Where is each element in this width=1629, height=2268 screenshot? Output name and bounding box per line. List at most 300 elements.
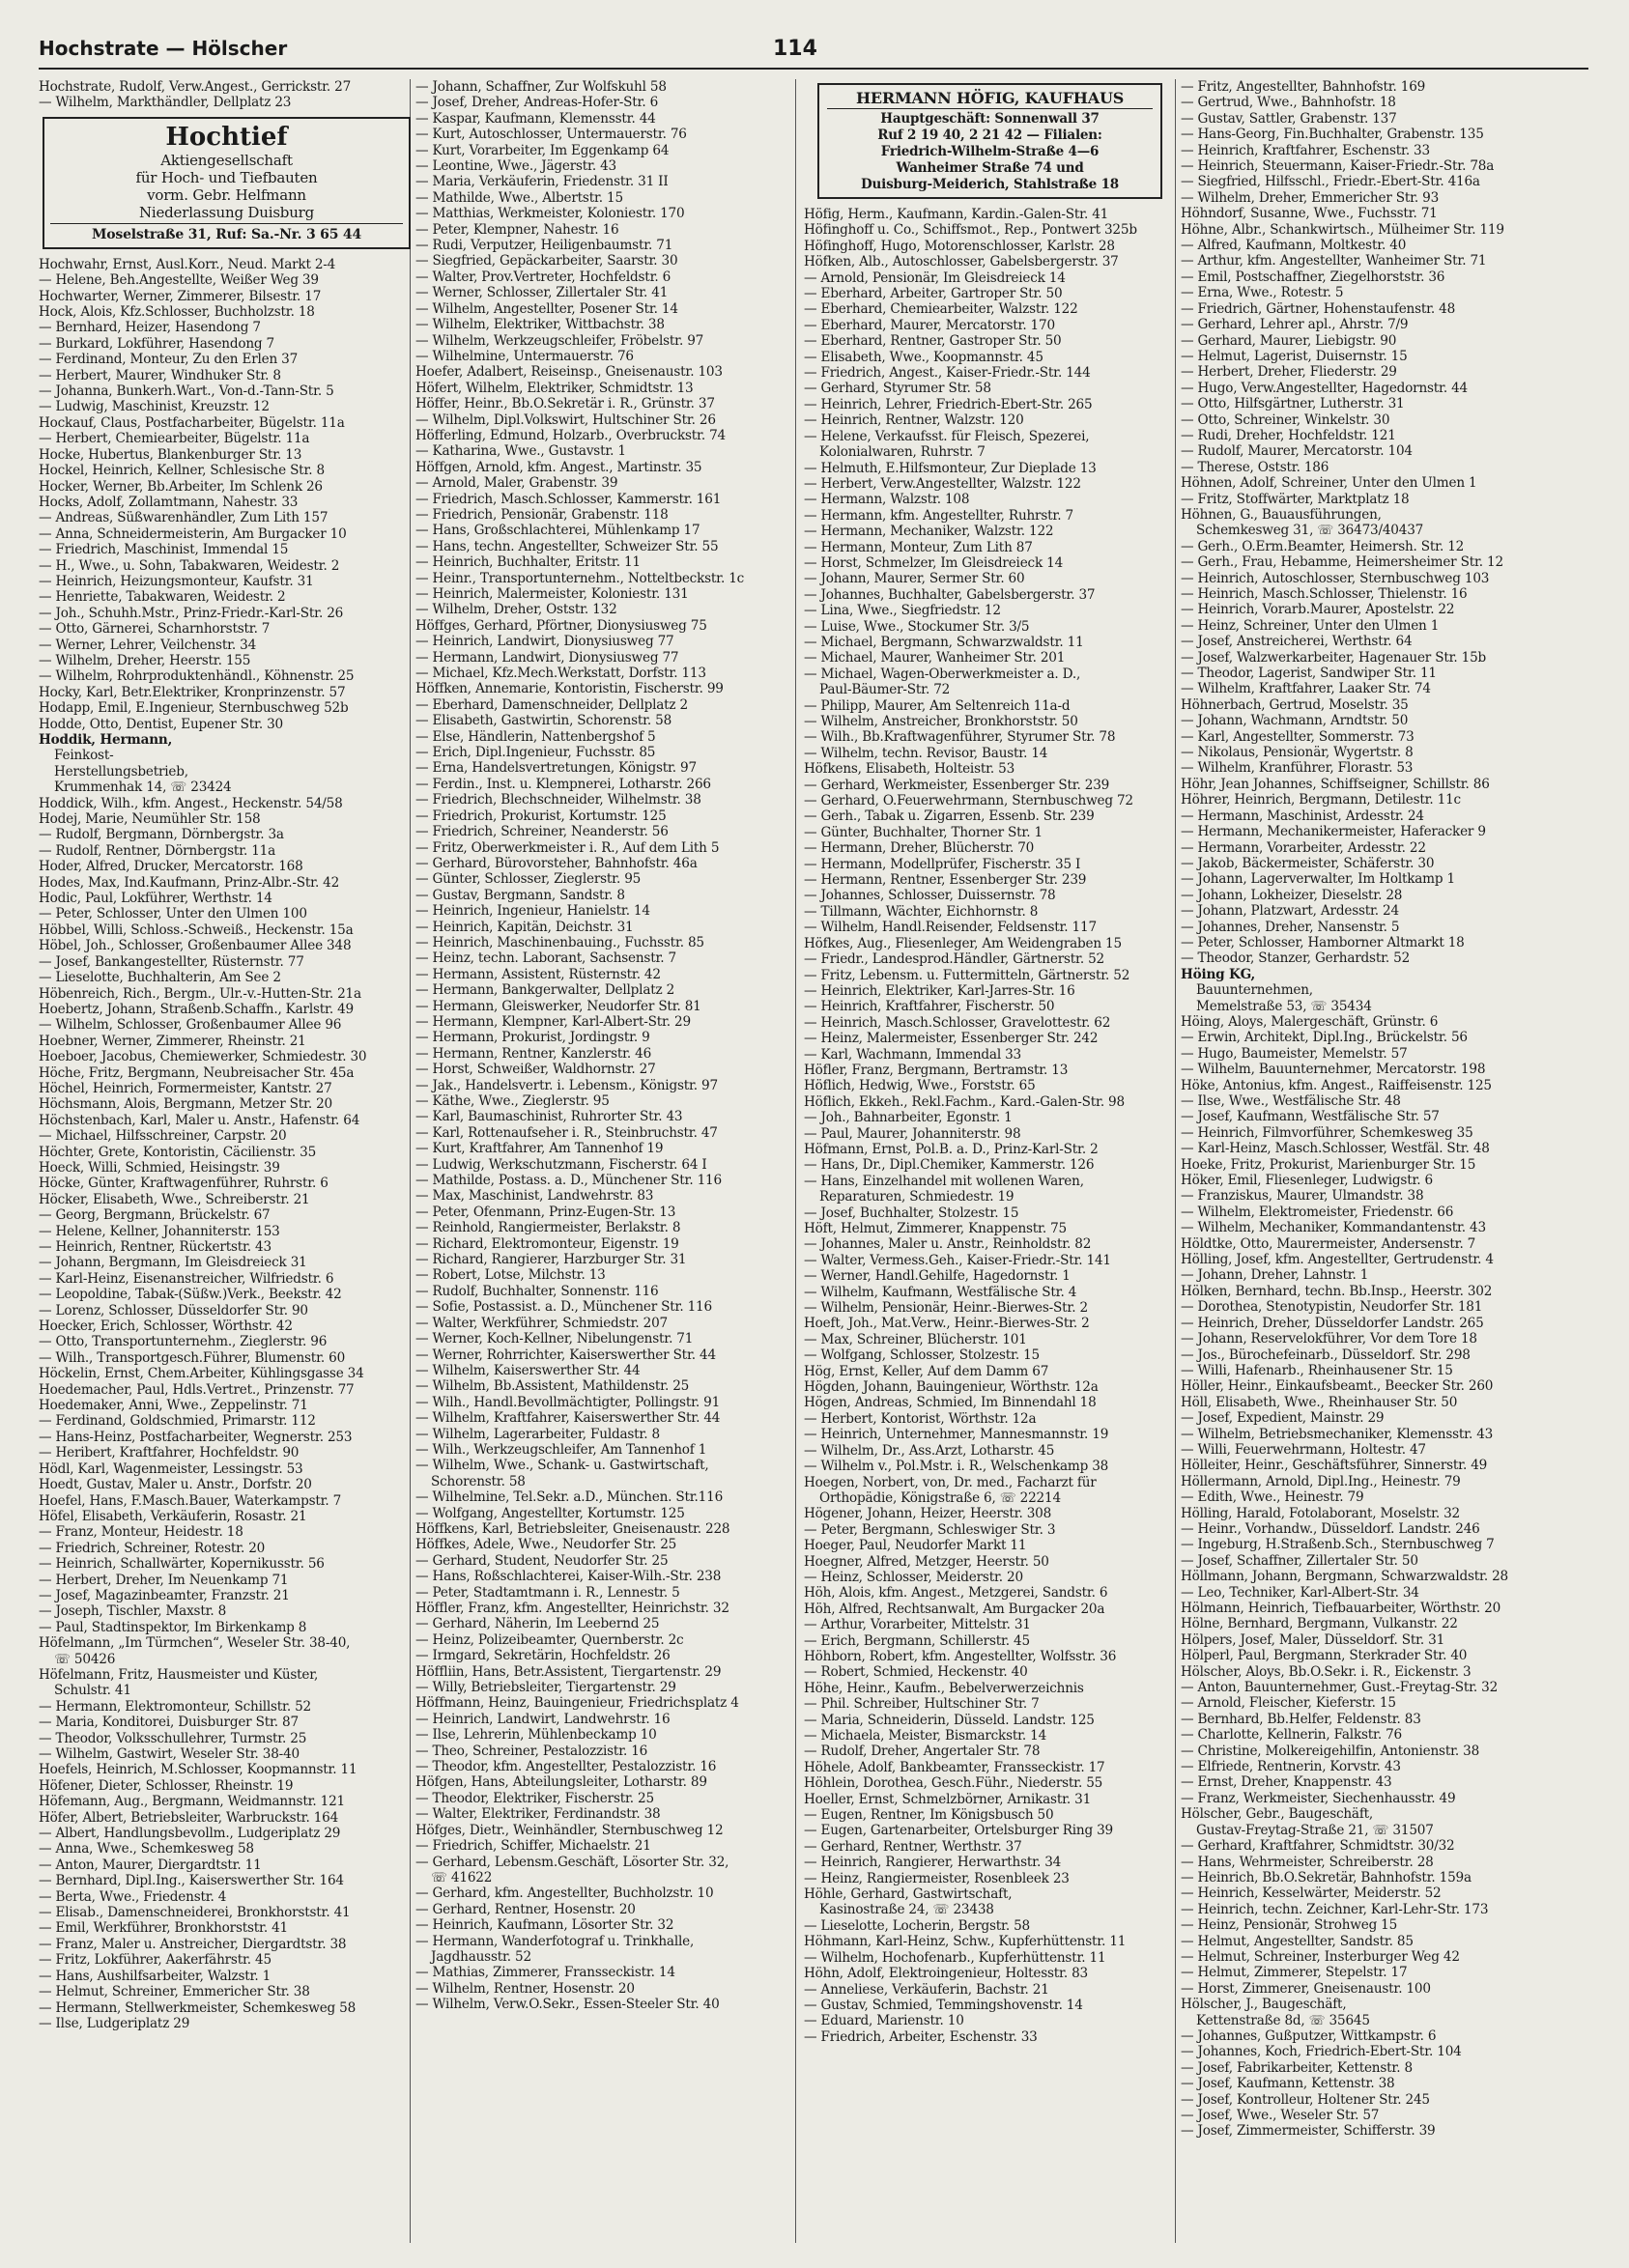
directory-entry: — Fritz, Oberwerkmeister i. R., Auf dem Lith 5: [415, 839, 720, 856]
directory-entry: — Werner, Handl.Gehilfe, Hagedornstr. 1: [804, 1268, 1071, 1285]
directory-entry: — Mathias, Zimmerer, Fransseckistr. 14: [415, 1965, 675, 1981]
directory-entry: — Else, Händlerin, Nattenbergshof 5: [415, 728, 656, 745]
directory-entry: — Ilse, Lehrerin, Mühlenbeckamp 10: [415, 1727, 657, 1744]
directory-entry: — Andreas, Süßwarenhändler, Zum Lith 157: [39, 510, 329, 526]
entry-list: [415, 79, 787, 2013]
directory-entry: — Hans, Einzelhandel mit wollenen Waren,: [804, 1173, 1084, 1189]
directory-entry: — Wilhelm, Dreher, Emmericher Str. 93: [1181, 189, 1440, 206]
directory-entry: — Wilh., Bb.Kraftwagenführer, Styrumer Str. 78: [804, 729, 1116, 746]
directory-entry: — Gerhard, Styrumer Str. 58: [804, 381, 991, 397]
directory-entry: — Tillmann, Wächter, Eichhornstr. 8: [804, 903, 1039, 920]
directory-entry: — Arnold, Maler, Grabenstr. 39: [415, 475, 618, 492]
directory-entry: Höchstenbach, Karl, Maler u. Anstr., Hafenstr. 64: [39, 1112, 360, 1128]
directory-entry: — Wilhelm, Anstreicher, Bronkhorststr. 50: [804, 714, 1078, 729]
directory-entry: — Heinrich, Kraftfahrer, Eschenstr. 33: [1181, 142, 1430, 158]
directory-entry: — Hermann, Mechaniker, Walzstr. 122: [804, 524, 1054, 540]
directory-entry: Kettenstraße 8d, ☏ 35645: [1196, 2012, 1370, 2028]
directory-entry: Höfelmann, Fritz, Hausmeister und Küster,: [39, 1666, 319, 1683]
directory-entry: — Friedrich, Masch.Schlosser, Kammerstr. 161: [415, 491, 722, 507]
directory-entry: — Ferdin., Inst. u. Klempnerei, Lotharstr. 266: [415, 776, 711, 792]
directory-entry: Höhlein, Dorothea, Gesch.Führ., Niederstr. 55: [804, 1775, 1103, 1792]
directory-entry: — Fritz, Lebensm. u. Futtermitteln, Gärtnerstr. 52: [804, 967, 1130, 983]
directory-entry: Höhnen, G., Bauausführungen,: [1181, 506, 1382, 523]
directory-entry: — Hans-Georg, Fin.Buchhalter, Grabenstr. 135: [1181, 127, 1484, 143]
directory-entry: Kasinostraße 24, ☏ 23438: [819, 1902, 994, 1918]
directory-entry: — Johann, Maurer, Sermer Str. 60: [804, 571, 1025, 587]
directory-entry: — Kurt, Vorarbeiter, Im Eggenkamp 64: [415, 142, 670, 158]
directory-entry: — Otto, Transportunternehm., Zieglerstr. 96: [39, 1334, 328, 1350]
directory-entry: Hoefels, Heinrich, M.Schlosser, Koopmannstr. 11: [39, 1762, 357, 1778]
directory-entry: — Willi, Hafenarb., Rheinhausener Str. 15: [1181, 1362, 1453, 1378]
directory-entry: — Gerhard, Werkmeister, Essenberger Str. 239: [804, 777, 1110, 793]
directory-entry: — Heinrich, Maschinenbauing., Fuchsstr. 85: [415, 934, 704, 950]
directory-entry: — Wilhelm, Elektromeister, Friedenstr. 66: [1181, 1204, 1454, 1220]
directory-entry: — Elisabeth, Gastwirtin, Schorenstr. 58: [415, 713, 672, 729]
directory-entry: — Karl-Heinz, Masch.Schlosser, Westfäl. Str. 48: [1181, 1141, 1490, 1157]
directory-entry: — Wilhelm, Verw.O.Sekr., Essen-Steeler Str. 40: [415, 1997, 720, 2013]
directory-entry: — Otto, Hilfsgärtner, Lutherstr. 31: [1181, 396, 1405, 412]
directory-entry: Höldtke, Otto, Maurermeister, Andersenstr. 7: [1181, 1235, 1476, 1252]
ad-company-name: Hochtief: [165, 122, 288, 152]
directory-entry: — Walter, Werkführer, Schmiedstr. 207: [415, 1315, 668, 1331]
directory-entry: — Hermann, Gleiswerker, Neudorfer Str. 81: [415, 998, 701, 1014]
directory-entry: Orthopädie, Königstraße 6, ☏ 22214: [819, 1489, 1061, 1506]
directory-entry: — Wilhelmine, Tel.Sekr. a.D., München. Str.116: [415, 1489, 724, 1506]
directory-entry: — Günter, Schlosser, Zieglerstr. 95: [415, 871, 642, 888]
directory-entry: — Elfriede, Rentnerin, Korvstr. 43: [1181, 1759, 1401, 1775]
directory-entry: — Helmut, Angestellter, Sandstr. 85: [1181, 1933, 1414, 1949]
directory-entry: Höfken, Alb., Autoschlosser, Gabelsbergerstr. 37: [804, 254, 1119, 270]
directory-entry: — Wilh., Handl.Bevollmächtigter, Pollingstr. 91: [415, 1394, 721, 1410]
directory-entry: — Anna, Schneidermeisterin, Am Burgacker 10: [39, 525, 347, 542]
directory-entry: Hockauf, Claus, Postfacharbeiter, Bügelstr. 11a: [39, 414, 345, 431]
directory-entry: — Eduard, Marienstr. 10: [804, 2013, 964, 2029]
directory-entry: — Ingeburg, H.Straßenb.Sch., Sternbuschweg 7: [1181, 1537, 1495, 1553]
directory-entry: — Hermann, Elektromonteur, Schillstr. 52: [39, 1698, 312, 1715]
directory-entry: — Wolfgang, Schlosser, Stolzestr. 15: [804, 1347, 1040, 1364]
directory-entry: — Josef, Kontrolleur, Holtener Str. 245: [1181, 2091, 1430, 2108]
directory-entry: Hodapp, Emil, E.Ingenieur, Sternbuschweg 52b: [39, 700, 349, 717]
directory-entry: Krummenhak 14, ☏ 23424: [54, 780, 232, 796]
directory-entry: — Heinrich, Kraftfahrer, Fischerstr. 50: [804, 999, 1055, 1015]
directory-entry: — Josef, Kaufmann, Westfälische Str. 57: [1181, 1109, 1440, 1125]
directory-entry: — Peter, Bergmann, Schleswiger Str. 3: [804, 1521, 1056, 1538]
directory-entry: — Friedr., Landesprod.Händler, Gärtnerstr. 52: [804, 951, 1104, 968]
directory-entry: — Joseph, Tischler, Maxstr. 8: [39, 1603, 227, 1620]
directory-entry: — Heinz, Rangiermeister, Rosenbleek 23: [804, 1870, 1070, 1886]
directory-entry: Reparaturen, Schmiedestr. 19: [819, 1189, 1015, 1205]
directory-entry: Höfert, Wilhelm, Elektriker, Schmidtstr. 13: [415, 380, 694, 396]
directory-entry: — Friedrich, Angest., Kaiser-Friedr.-Str. 144: [804, 365, 1091, 382]
directory-entry: — Philipp, Maurer, Am Seltenreich 11a-d: [804, 697, 1071, 714]
directory-entry: — Friedrich, Schreiner, Rotestr. 20: [39, 1540, 266, 1556]
directory-entry: — Gerhard, Kraftfahrer, Schmidtstr. 30/32: [1181, 1838, 1455, 1855]
directory-entry: — Johanna, Bunkerh.Wart., Von-d.-Tann-Str. 5: [39, 383, 334, 400]
directory-entry: — Josef, Walzwerkarbeiter, Hagenauer Str. 15b: [1181, 649, 1487, 666]
directory-entry: Höker, Emil, Fliesenleger, Ludwigstr. 6: [1181, 1173, 1433, 1189]
directory-entry: — Karl, Angestellter, Sommerstr. 73: [1181, 728, 1415, 745]
directory-entry: — Friedrich, Prokurist, Kortumstr. 125: [415, 808, 667, 824]
directory-entry: — Elisabeth, Wwe., Koopmannstr. 45: [804, 349, 1043, 365]
directory-entry: — Franziskus, Maurer, Ulmandstr. 38: [1181, 1188, 1424, 1205]
directory-entry: Kolonialwaren, Ruhrstr. 7: [819, 444, 986, 461]
directory-entry: — Wilh., Transportgesch.Führer, Blumenstr. 60: [39, 1349, 346, 1366]
directory-entry: — Reinhold, Rangiermeister, Berlakstr. 8: [415, 1220, 681, 1236]
directory-entry: — Henriette, Tabakwaren, Weidestr. 2: [39, 589, 286, 606]
directory-entry: — Hermann, Mechanikermeister, Haferacker 9: [1181, 824, 1486, 840]
directory-entry: — Maria, Konditorei, Duisburger Str. 87: [39, 1715, 299, 1731]
directory-entry: Hoeke, Fritz, Prokurist, Marienburger Str. 15: [1181, 1156, 1476, 1173]
directory-entry: Högen, Andreas, Schmied, Im Binnendahl 18: [804, 1395, 1097, 1411]
directory-entry: — Wilhelm, Rentner, Hosenstr. 20: [415, 1980, 635, 1997]
directory-entry: Hoder, Alfred, Drucker, Mercatorstr. 168: [39, 859, 303, 875]
directory-entry: — Heinrich, Bb.O.Sekretär, Bahnhofstr. 159a: [1181, 1869, 1472, 1885]
directory-entry: — Hermann, Walzstr. 108: [804, 492, 970, 508]
directory-entry: Hölpers, Josef, Maler, Düsseldorf. Str. 31: [1181, 1631, 1445, 1648]
directory-entry: — Gerhard, O.Feuerwehrmann, Sternbuschweg 72: [804, 793, 1133, 809]
directory-entry: — Katharina, Wwe., Gustavstr. 1: [415, 443, 626, 460]
entry-list: [804, 207, 1176, 2045]
directory-entry: Höll, Elisabeth, Wwe., Rheinhauser Str. 50: [1181, 1394, 1458, 1410]
directory-entry: — Hermann, Assistent, Rüsternstr. 42: [415, 966, 661, 982]
directory-entry: Hölmann, Heinrich, Tiefbauarbeiter, Wörthstr. 20: [1181, 1601, 1501, 1616]
directory-entry: Höffer, Heinr., Bb.O.Sekretär i. R., Grünstr. 37: [415, 396, 715, 412]
column-4: [1181, 79, 1553, 2243]
directory-entry: — Herbert, Verw.Angestellter, Walzstr. 122: [804, 475, 1081, 492]
directory-entry: Hoeboer, Jacobus, Chemiewerker, Schmiedestr. 30: [39, 1049, 367, 1065]
directory-entry: — Wilhelmine, Untermauerstr. 76: [415, 348, 634, 364]
directory-entry: — Heinrich, Kaufmann, Lösorter Str. 32: [415, 1917, 674, 1934]
directory-entry: — Werner, Schlosser, Zillertaler Str. 41: [415, 285, 669, 301]
directory-entry: Schulstr. 41: [54, 1683, 131, 1699]
directory-entry: — Paul, Stadtinspektor, Im Birkenkamp 8: [39, 1619, 307, 1635]
directory-entry: — Eberhard, Maurer, Mercatorstr. 170: [804, 317, 1055, 333]
directory-entry: Höller, Heinr., Einkaufsbeamt., Beecker Str. 260: [1181, 1378, 1494, 1395]
directory-entry: — Friedrich, Maschinist, Immendal 15: [39, 542, 289, 558]
directory-entry: — Wilhelm, Markthändler, Dellplatz 23: [39, 95, 292, 111]
directory-entry: Höfkes, Aug., Fliesenleger, Am Weidengraben 15: [804, 935, 1122, 951]
directory-entry: Hoebner, Werner, Zimmerer, Rheinstr. 21: [39, 1033, 306, 1049]
directory-entry: — Fritz, Angestellter, Bahnhofstr. 169: [1181, 79, 1426, 95]
directory-entry: — Herbert, Kontorist, Wörthstr. 12a: [804, 1410, 1037, 1427]
directory-entry: — Jak., Handelsvertr. i. Lebensm., Königstr. 97: [415, 1077, 718, 1093]
directory-entry: Hoefer, Adalbert, Reiseinsp., Gneisenaustr. 103: [415, 364, 723, 381]
directory-entry: — Kaspar, Kaufmann, Klemensstr. 44: [415, 110, 656, 127]
directory-entry: — Ludwig, Maschinist, Kreuzstr. 12: [39, 399, 270, 415]
directory-entry: — Heinrich, Rentner, Rückertstr. 43: [39, 1239, 272, 1255]
directory-entry: — Wilhelm, Lagerarbeiter, Fuldastr. 8: [415, 1426, 660, 1442]
directory-entry: — Ernst, Dreher, Knappenstr. 43: [1181, 1774, 1392, 1791]
directory-entry: — Bernhard, Bb.Helfer, Feldenstr. 83: [1181, 1711, 1421, 1727]
directory-entry: — Helmuth, E.Hilfsmonteur, Zur Dieplade 13: [804, 460, 1097, 476]
directory-entry: — Jakob, Bäckermeister, Schäferstr. 30: [1181, 855, 1435, 871]
directory-entry: — Emil, Postschaffner, Ziegelhorststr. 36: [1181, 269, 1445, 285]
directory-entry: Hochstrate, Rudolf, Verw.Angest., Gerrickstr. 27: [39, 79, 352, 95]
directory-entry: — Albert, Handlungsbevollm., Ludgeriplatz 29: [39, 1826, 341, 1842]
directory-entry: — Heinrich, Buchhalter, Eritstr. 11: [415, 554, 641, 571]
directory-entry: Hög, Ernst, Keller, Auf dem Damm 67: [804, 1363, 1049, 1379]
directory-entry: — Peter, Schlosser, Hamborner Altmarkt 18: [1181, 934, 1465, 950]
directory-entry: — Heinrich, Vorarb.Maurer, Apostelstr. 22: [1181, 602, 1455, 618]
directory-entry: Höhmann, Karl-Heinz, Schw., Kupferhüttenstr. 11: [804, 1934, 1127, 1950]
directory-entry: Hoeft, Joh., Mat.Verw., Heinr.-Bierwes-Str. 2: [804, 1316, 1090, 1332]
directory-entry: Höffges, Gerhard, Pförtner, Dionysiusweg 75: [415, 617, 707, 634]
directory-entry: Höbbel, Willi, Schloss.-Schweiß., Heckenstr. 15a: [39, 921, 354, 938]
directory-entry: — Heinrich, Schallwärter, Kopernikusstr. 56: [39, 1556, 325, 1573]
directory-entry: Höhn, Adolf, Elektroingenieur, Holtesstr. 83: [804, 1966, 1088, 1982]
directory-entry: Höhndorf, Susanne, Wwe., Fuchsstr. 71: [1181, 206, 1438, 222]
directory-entry: Höffmann, Heinz, Bauingenieur, Friedrichsplatz 4: [415, 1695, 739, 1712]
directory-entry: Höcke, Günter, Kraftwagenführer, Ruhrstr. 6: [39, 1176, 329, 1192]
directory-entry: — Arnold, Fleischer, Kieferstr. 15: [1181, 1695, 1396, 1712]
directory-entry: — Wilhelm v., Pol.Mstr. i. R., Welschenkamp 38: [804, 1459, 1109, 1475]
directory-entry: — Leopoldine, Tabak-(Süßw.)Verk., Beekstr. 42: [39, 1287, 342, 1303]
directory-entry: Hoeck, Willi, Schmied, Heisingstr. 39: [39, 1159, 280, 1176]
directory-entry: — Heinz, Schlosser, Meiderstr. 20: [804, 1569, 1023, 1585]
directory-entry: Höffliin, Hans, Betr.Assistent, Tiergartenstr. 29: [415, 1663, 722, 1680]
directory-entry: — Heinz, Schreiner, Unter den Ulmen 1: [1181, 617, 1440, 634]
directory-entry: Hoeger, Paul, Neudorfer Markt 11: [804, 1538, 1027, 1554]
column-divider: [795, 79, 796, 2243]
directory-entry: — Hermann, Bankgerwalter, Dellplatz 2: [415, 982, 675, 999]
directory-entry: — Josef, Buchhalter, Stolzestr. 15: [804, 1205, 1019, 1221]
directory-entry: — Wilhelm, Bauunternehmer, Mercatorstr. 198: [1181, 1062, 1486, 1078]
directory-entry: — Michael, Kfz.Mech.Werkstatt, Dorfstr. 113: [415, 666, 706, 682]
directory-entry: — Wilhelm, Gastwirt, Weseler Str. 38-40: [39, 1746, 300, 1762]
directory-entry: Höche, Fritz, Bergmann, Neubreisacher Str. 45a: [39, 1064, 355, 1081]
directory-entry: Hoegen, Norbert, von, Dr. med., Facharzt für: [804, 1474, 1097, 1490]
directory-entry: — Heinrich, Ingenieur, Hanielstr. 14: [415, 903, 650, 920]
ad-line: Wanheimer Straße 74 und: [896, 160, 1084, 176]
directory-entry: — Johann, Wachmann, Arndtstr. 50: [1181, 713, 1409, 729]
ad-line: Friedrich-Wilhelm-Straße 4—6: [880, 144, 1100, 159]
directory-entry: — Gerhard, Näherin, Im Leebernd 25: [415, 1616, 660, 1632]
directory-entry: — Herbert, Maurer, Windhuker Str. 8: [39, 367, 281, 383]
directory-entry: — Theodor, Volksschullehrer, Turmstr. 25: [39, 1730, 307, 1746]
directory-entry: — Wilhelm, Schlosser, Großenbaumer Allee 96: [39, 1017, 342, 1034]
directory-entry: Jagdhausstr. 52: [431, 1948, 531, 1965]
entry-list: [39, 257, 411, 732]
directory-entry: — Michael, Maurer, Wanheimer Str. 201: [804, 650, 1066, 666]
directory-entry: — Ferdinand, Goldschmied, Primarstr. 112: [39, 1413, 316, 1430]
ad-line: Duisburg-Meiderich, Stahlstraße 18: [861, 177, 1119, 192]
directory-entry: — Wilhelm, Dreher, Oststr. 132: [415, 602, 617, 618]
directory-entry: — Berta, Wwe., Friedenstr. 4: [39, 1888, 227, 1905]
directory-entry: Höfelmann, „Im Türmchen“, Weseler Str. 38-40,: [39, 1635, 351, 1652]
directory-entry: — Peter, Ofenmann, Prinz-Eugen-Str. 13: [415, 1204, 676, 1220]
directory-entry: — Rudolf, Buchhalter, Sonnenstr. 116: [415, 1283, 659, 1299]
directory-entry: — Karl, Rottenaufseher i. R., Steinbruchstr. 47: [415, 1124, 718, 1141]
directory-entry: — Lieselotte, Locherin, Bergstr. 58: [804, 1917, 1030, 1934]
directory-entry: Höh, Alois, kfm. Angest., Metzgerei, Sandstr. 6: [804, 1585, 1108, 1602]
directory-entry: — Hermann, Modellprüfer, Fischerstr. 35 I: [804, 856, 1081, 872]
directory-entry: — Edith, Wwe., Heinestr. 79: [1181, 1489, 1364, 1506]
directory-entry: Högener, Johann, Heizer, Heerstr. 308: [804, 1506, 1052, 1522]
directory-entry: Memelstraße 53, ☏ 35434: [1196, 998, 1372, 1014]
directory-entry: Höhle, Gerhard, Gastwirtschaft,: [804, 1886, 1013, 1903]
directory-entry: — Heinz, techn. Laborant, Sachsenstr. 7: [415, 950, 676, 967]
directory-entry: — Theo, Schreiner, Pestalozzistr. 16: [415, 1743, 648, 1759]
directory-entry: Hölleiter, Heinr., Geschäftsführer, Sinnerstr. 49: [1181, 1458, 1488, 1474]
directory-entry: Hoeller, Ernst, Schmelzbörner, Arnikastr. 31: [804, 1791, 1092, 1807]
directory-entry: — Emil, Werkführer, Bronkhorststr. 41: [39, 1920, 288, 1937]
directory-entry: — Hermann, Dreher, Blücherstr. 70: [804, 840, 1035, 857]
directory-entry: Hölling, Josef, kfm. Angestellter, Gertrudenstr. 4: [1181, 1252, 1494, 1268]
directory-entry: — Horst, Schmelzer, Im Gleisdreieck 14: [804, 554, 1064, 571]
directory-entry: Höffkens, Karl, Betriebsleiter, Gneisenaustr. 228: [415, 1520, 730, 1537]
directory-entry: — Wilhelm, Angestellter, Posener Str. 14: [415, 300, 678, 317]
directory-entry: — Wilhelm, Handl.Reisender, Feldsenstr. 117: [804, 920, 1097, 936]
directory-entry: — Gerhard, Lebensm.Geschäft, Lösorter Str. 32,: [415, 1854, 729, 1870]
directory-entry: — Josef, Dreher, Andreas-Hofer-Str. 6: [415, 95, 659, 111]
directory-entry: — Josef, Wwe., Weseler Str. 57: [1181, 2108, 1380, 2123]
directory-entry: Höfener, Dieter, Schlosser, Rheinstr. 19: [39, 1777, 294, 1794]
directory-entry: — Hans-Heinz, Postfacharbeiter, Wegnerstr. 253: [39, 1429, 353, 1445]
directory-entry: — Wilhelm, Dr., Ass.Arzt, Lotharstr. 45: [804, 1442, 1055, 1459]
directory-entry: — Hans, Großschlachterei, Mühlenkamp 17: [415, 523, 700, 539]
directory-entry: — Hugo, Baumeister, Memelstr. 57: [1181, 1045, 1408, 1062]
directory-entry: Hölne, Bernhard, Bergmann, Vulkanstr. 22: [1181, 1616, 1458, 1632]
directory-entry: Höft, Helmut, Zimmerer, Knappenstr. 75: [804, 1221, 1067, 1236]
directory-entry: — Werner, Rohrrichter, Kaiserswerther Str. 44: [415, 1347, 716, 1363]
directory-entry: — Johannes, Buchhalter, Gabelsbergerstr. 37: [804, 586, 1096, 603]
directory-entry: Hoedt, Gustav, Maler u. Anstr., Dorfstr. 20: [39, 1477, 312, 1493]
directory-entry: — Heinrich, Masch.Schlosser, Thielenstr. 16: [1181, 586, 1468, 602]
directory-entry: — Joh., Bahnarbeiter, Egonstr. 1: [804, 1110, 1013, 1126]
directory-entry: — Lina, Wwe., Siegfriedstr. 12: [804, 603, 1001, 619]
directory-entry: — Heinrich, Unternehmer, Mannesmannstr. 19: [804, 1427, 1109, 1443]
directory-entry: — Friedrich, Blechschneider, Wilhelmstr. 38: [415, 792, 701, 808]
ad-line: Niederlassung Duisburg: [138, 203, 315, 221]
directory-entry: Höllermann, Arnold, Dipl.Ing., Heinestr. 79: [1181, 1473, 1461, 1489]
ad-line: Aktiengesellschaft: [160, 151, 293, 169]
directory-entry: Höffken, Annemarie, Kontoristin, Fischerstr. 99: [415, 681, 724, 697]
directory-entry: — Gerhard, Rentner, Hosenstr. 20: [415, 1901, 636, 1917]
directory-entry: — Georg, Bergmann, Brückelstr. 67: [39, 1207, 271, 1224]
directory-entry: — Josef, Schaffner, Zillertaler Str. 50: [1181, 1552, 1418, 1569]
directory-entry: — Wilhelm, Kraftfahrer, Kaiserswerther Str. 44: [415, 1410, 721, 1427]
directory-entry: — Johannes, Gußputzer, Wittkampstr. 6: [1181, 2027, 1437, 2044]
directory-entry: — Horst, Schweißer, Waldhornstr. 27: [415, 1062, 656, 1078]
directory-entry: — Wilhelm, Kranführer, Florastr. 53: [1181, 760, 1414, 777]
directory-entry: Höchsmann, Alois, Bergmann, Metzer Str. 20: [39, 1096, 332, 1113]
directory-entry: — Erich, Bergmann, Schillerstr. 45: [804, 1632, 1030, 1649]
directory-entry: — Kurt, Kraftfahrer, Am Tannenhof 19: [415, 1141, 664, 1157]
directory-entry: — Käthe, Wwe., Zieglerstr. 95: [415, 1093, 610, 1109]
directory-entry: — Franz, Werkmeister, Siechenhausstr. 49: [1181, 1790, 1456, 1806]
directory-entry: — Helene, Beh.Angestellte, Weißer Weg 39: [39, 272, 319, 289]
directory-entry: — Hermann, Stellwerkmeister, Schemkesweg 58: [39, 1999, 357, 2016]
entry-list: [39, 79, 411, 111]
directory-entry: — Theodor, Stanzer, Gerhardstr. 52: [1181, 950, 1411, 967]
directory-entry: — Hermann, Maschinist, Ardesstr. 24: [1181, 808, 1424, 824]
directory-entry: — Gerh., O.Erm.Beamter, Heimersh. Str. 12: [1181, 538, 1465, 554]
ad-line: für Hoch- und Tiefbauten: [135, 168, 318, 186]
directory-entry: — Robert, Lotse, Milchstr. 13: [415, 1267, 606, 1284]
directory-entry: — Rudolf, Dreher, Angertaler Str. 78: [804, 1744, 1041, 1760]
directory-entry: Hoedemaker, Anni, Wwe., Zeppelinstr. 71: [39, 1398, 308, 1414]
directory-entry: — Heinrich, Landwirt, Landwehrstr. 16: [415, 1711, 671, 1727]
directory-entry: — Peter, Klempner, Nahestr. 16: [415, 221, 619, 238]
directory-entry: Hochwahr, Ernst, Ausl.Korr., Neud. Markt 2-4: [39, 256, 336, 272]
directory-entry: — Gerh., Tabak u. Zigarren, Essenb. Str. 239: [804, 808, 1095, 825]
column-2: [415, 79, 787, 2243]
directory-entry: Hodej, Marie, Neumühler Str. 158: [39, 811, 261, 828]
directory-entry: — H., Wwe., u. Sohn, Tabakwaren, Weidestr. 2: [39, 557, 340, 574]
directory-entry: — Theodor, Elektriker, Fischerstr. 25: [415, 1790, 654, 1806]
directory-entry: — Rudolf, Rentner, Dörnbergstr. 11a: [39, 842, 276, 859]
directory-entry: — Ilse, Ludgeriplatz 29: [39, 2015, 190, 2031]
directory-entry: — Siegfried, Gepäckarbeiter, Saarstr. 30: [415, 253, 678, 269]
directory-entry: Schemkesweg 31, ☏ 36473/40437: [1196, 523, 1424, 539]
directory-entry: — Erich, Dipl.Ingenieur, Fuchsstr. 85: [415, 745, 656, 761]
directory-entry: Höfges, Dietr., Weinhändler, Sternbuschweg 12: [415, 1822, 724, 1838]
directory-entry: — Joh., Schuhh.Mstr., Prinz-Friedr.-Karl-Str. 26: [39, 605, 344, 621]
directory-entry: Höffkes, Adele, Wwe., Neudorfer Str. 25: [415, 1537, 677, 1553]
directory-entry: Hoefel, Hans, F.Masch.Bauer, Waterkampstr. 7: [39, 1492, 342, 1509]
directory-entry: — Hermann, Vorarbeiter, Ardesstr. 22: [1181, 839, 1426, 856]
directory-entry: — Wilhelm, techn. Revisor, Baustr. 14: [804, 745, 1048, 761]
directory-entry: Hölscher, Gebr., Baugeschäft,: [1181, 1806, 1374, 1823]
directory-entry: — Wilhelm, Wwe., Schank- u. Gastwirtschaft,: [415, 1458, 709, 1474]
directory-entry: — Mathilde, Postass. a. D., Münchener Str. 116: [415, 1173, 722, 1189]
directory-entry: — Johannes, Koch, Friedrich-Ebert-Str. 104: [1181, 2044, 1462, 2060]
directory-entry: Höfler, Franz, Bergmann, Bertramstr. 13: [804, 1062, 1069, 1078]
directory-entry: — Rudi, Dreher, Hochfeldstr. 121: [1181, 427, 1396, 443]
directory-entry: — Charlotte, Kellnerin, Falkstr. 76: [1181, 1727, 1402, 1744]
directory-entry: Höfgen, Hans, Abteilungsleiter, Lotharstr. 89: [415, 1774, 707, 1791]
directory-entry: — Theodor, Lagerist, Sandwiper Str. 11: [1181, 666, 1437, 682]
directory-entry: Höhele, Adolf, Bankbeamter, Fransseckistr. 17: [804, 1759, 1105, 1775]
hochtief-advertisement: [43, 117, 411, 249]
directory-entry: Hockel, Heinrich, Kellner, Schlesische Str. 8: [39, 463, 325, 479]
directory-entry: — Johannes, Schlosser, Duissernstr. 78: [804, 888, 1056, 904]
directory-entry: Schorenstr. 58: [431, 1473, 526, 1489]
directory-entry: Hödl, Karl, Wagenmeister, Lessingstr. 53: [39, 1460, 303, 1477]
directory-entry: — Ilse, Wwe., Westfälische Str. 48: [1181, 1093, 1401, 1109]
directory-entry: — Heinz, Malermeister, Essenberger Str. 242: [804, 1031, 1099, 1047]
directory-entry: Höbel, Joh., Schlosser, Großenbaumer Allee 348: [39, 938, 352, 954]
directory-entry: — Peter, Schlosser, Unter den Ulmen 100: [39, 906, 307, 922]
directory-entry: — Wilhelm, Kaiserswerther Str. 44: [415, 1362, 641, 1378]
directory-entry: — Peter, Stadtamtmann i. R., Lennestr. 5: [415, 1584, 680, 1601]
directory-entry: — Eugen, Gartenarbeiter, Ortelsburger Ring 39: [804, 1823, 1113, 1839]
directory-entry: — Gustav, Schmied, Temmingshovenstr. 14: [804, 1997, 1083, 2013]
directory-entry: — Wilhelm, Hochofenarb., Kupferhüttenstr. 11: [804, 1949, 1106, 1966]
directory-entry: — Rudolf, Maurer, Mercatorstr. 104: [1181, 443, 1413, 460]
directory-entry: Paul-Bäumer-Str. 72: [819, 682, 951, 698]
directory-entry: — Franz, Monteur, Heidestr. 18: [39, 1524, 243, 1541]
directory-entry: — Alfred, Kaufmann, Moltkestr. 40: [1181, 238, 1407, 254]
directory-entry: — Hans, Wehrmeister, Schreiberstr. 28: [1181, 1854, 1434, 1870]
directory-entry: Höcker, Elisabeth, Wwe., Schreiberstr. 21: [39, 1191, 310, 1207]
directory-entry: — Phil. Schreiber, Hultschiner Str. 7: [804, 1696, 1040, 1713]
directory-entry: Höflich, Ekkeh., Rekl.Fachm., Kard.-Galen-Str. 98: [804, 1093, 1125, 1110]
page-header: [39, 33, 1588, 71]
directory-entry: — Rudolf, Bergmann, Dörnbergstr. 3a: [39, 827, 284, 843]
directory-entry: — Christine, Molkereigehilfin, Antonienstr. 38: [1181, 1743, 1480, 1759]
directory-entry: — Johann, Dreher, Lahnstr. 1: [1181, 1267, 1369, 1284]
directory-entry: — Robert, Schmied, Heckenstr. 40: [804, 1664, 1028, 1681]
directory-entry: — Heinrich, Kesselwärter, Meiderstr. 52: [1181, 1885, 1442, 1902]
directory-entry: — Heinz, Polizeibeamter, Quernberstr. 2c: [415, 1631, 684, 1648]
ad-line: Ruf 2 19 40, 2 21 42 — Filialen:: [877, 128, 1102, 143]
directory-entry: — Wilh., Werkzeugschleifer, Am Tannenhof 1: [415, 1441, 707, 1458]
directory-entry: — Josef, Fabrikarbeiter, Kettenstr. 8: [1181, 2059, 1413, 2076]
directory-entry: — Eberhard, Rentner, Gastroper Str. 50: [804, 333, 1062, 350]
directory-entry: — Walter, Elektriker, Ferdinandstr. 38: [415, 1806, 661, 1823]
directory-entry: — Wilhelm, Werkzeugschleifer, Fröbelstr. 97: [415, 332, 704, 349]
